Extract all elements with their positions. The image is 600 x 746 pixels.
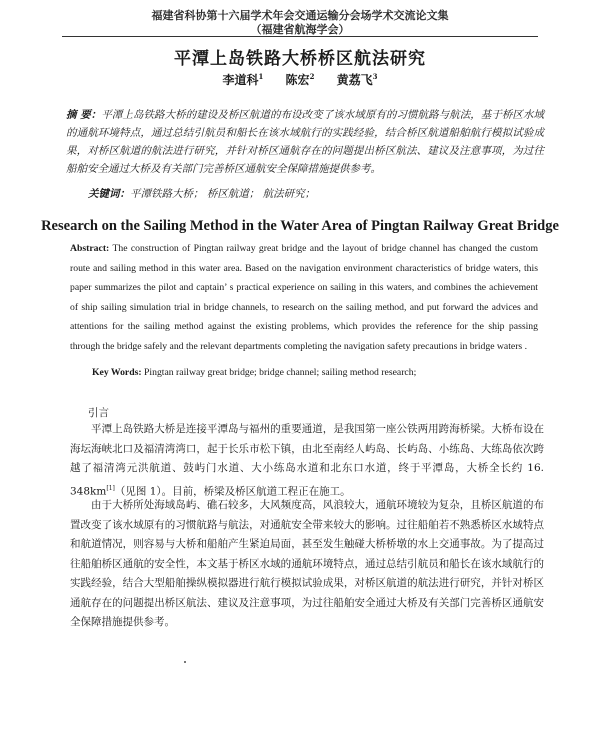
proceedings-header: 福建省科协第十六届学术年会交通运输分会场学术交流论文集 (151, 9, 449, 22)
intro-p1-text-b: （见图 1）。目前，桥梁及桥区航道工程正在施工。 (114, 485, 351, 497)
paper-title-en: Research on the Sailing Method in the Water Area of Pingtan Railway Great Bridge (41, 218, 559, 234)
abstract-cn (66, 106, 544, 178)
author-list (0, 71, 600, 88)
scan-speck (184, 661, 186, 663)
abstract-cn-label: 摘 要： (66, 109, 102, 121)
citation-ref: [1] (106, 484, 115, 492)
author-name: 黄荔飞$^3$ (336, 72, 378, 87)
abstract-cn-text: 平潭上岛铁路大桥的建设及桥区航道的布设改变了该水域原有的习惯航路与航法，基于桥区水域的通航环境特点，通过总结引航员和船长在该水域航行的实践经验，结合桥区航道船舶航行模拟试验成果，对桥区航道的航法进行研究，并针对桥区通航存在的问题提出桥区航法、建议及注意事项，为过往船舶安全通过大桥及有关部门完善桥区通航安全保障措施提供参考。 (66, 109, 545, 175)
intro-paragraph (70, 496, 544, 633)
abstract-en-text: The construction of Pingtan railway great bridge and the layout of bridge channel has changed the custom route and sailing method in this water area. Based on the navigation environment characteristics of bridge waters, this paper summarizes the pilot and captain’ s practical experience on sailing in this waters, and combines the achievement of ship sailing simulation trial in bridge channels, to research on the sailing method, and put forward the advices and attentions for the sailing method against the existing problems, which provides the reference for the ship passing through the bridge safely and the relevant departments completing the navigation safety precautions in bridge waters . (70, 243, 538, 352)
keywords-cn-text: 平潭铁路大桥； 桥区航道； 航法研究； (130, 188, 316, 200)
keywords-cn-label: 关键词： (88, 188, 130, 200)
keywords-en (92, 367, 542, 378)
intro-paragraph (70, 420, 544, 502)
section-heading-intro: 引言 (88, 407, 109, 419)
intro-p2-text: 由于大桥所处海域岛屿、礁石较多，大风频度高，风浪较大，通航环境较为复杂，且桥区航道的布置改变了该水域原有的习惯航路与航法，对通航安全带来较大的影响。过往船舶若不熟悉桥区水域特点和航道情况，则容易与大桥和船舶产生紧迫局面，甚至发生触碰大桥桥墩的水上交通事故。为了提高过往船舶桥区通航的安全性，本文基于桥区水域的通航环境特点，通过总结引航员和船长在该水域航行的实践经验，结合大型船舶操纵模拟器进行航行模拟试验成果，对桥区航道的航法进行研究，并针对桥区通航存在的问题提出桥区航法、建议及注意事项，为过往船舶安全通过大桥及有关部门完善桥区通航安全保障措施提供参考。 (70, 499, 544, 628)
keywords-en-text: Pingtan railway great bridge; bridge channel; sailing method research; (141, 367, 417, 378)
abstract-en-label: Abstract: (70, 243, 110, 254)
keywords-en-label: Key Words: (92, 367, 142, 378)
author-name: 李道科$^1$ (222, 72, 264, 87)
intro-p1-text-a: 平潭上岛铁路大桥是连接平潭岛与福州的重要通道，是我国第一座公铁两用跨海桥梁。大桥布设在海坛海峡北口及福清湾湾口，起于长乐市松下镇，由北至南经人屿岛、长屿岛、小练岛、大练岛依次跨越了福清湾元洪航道、鼓屿门水道、大小练岛水道和北东口水道，终于平潭岛，大桥全长约 16. 348km (70, 423, 544, 497)
header-divider (62, 36, 538, 37)
paper-title-cn: 平潭上岛铁路大桥桥区航法研究 (174, 49, 426, 69)
society-header: （福建省航海学会） (250, 23, 350, 36)
abstract-en (70, 239, 538, 356)
keywords-cn (88, 186, 548, 201)
author-name: 陈宏$^2$ (285, 72, 315, 87)
